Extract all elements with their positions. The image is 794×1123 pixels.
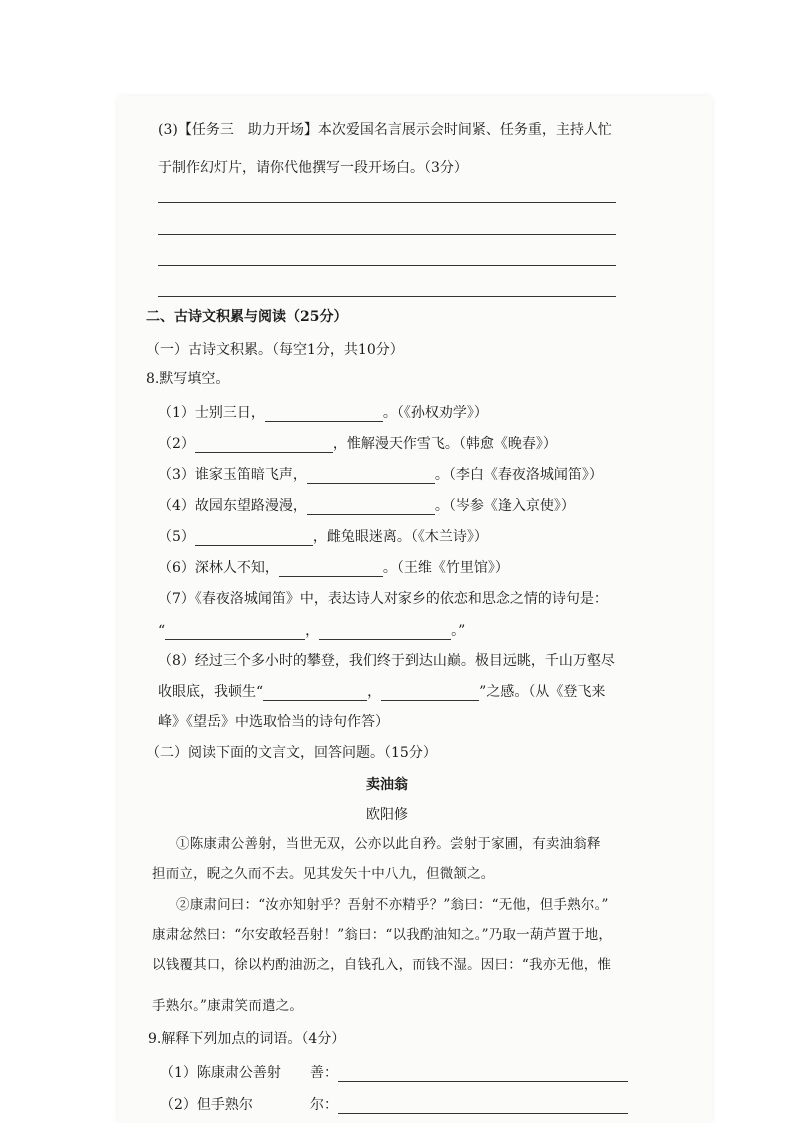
q8-item-4: （4）故园东望路漫漫， 。（岑参《逢入京使》） xyxy=(158,498,575,514)
task3-line2: 于制作幻灯片，请你代他撰写一段开场白。（3分） xyxy=(158,160,468,176)
fill-blank[interactable] xyxy=(381,686,479,701)
answer-line[interactable] xyxy=(158,265,616,266)
q8-item-2: （2） ，惟解漫天作雪飞。（韩愈《晚春》） xyxy=(158,436,557,452)
answer-line[interactable] xyxy=(158,296,616,297)
passage-p2-line4: 手熟尔。”康肃笑而遣之。 xyxy=(152,998,304,1014)
q8-title: 8.默写填空。 xyxy=(146,371,230,387)
fill-blank[interactable] xyxy=(195,438,333,453)
answer-line[interactable] xyxy=(158,234,616,235)
q8-item-3: （3）谁家玉笛暗飞声， 。（李白《春夜洛城闻笛》） xyxy=(158,467,603,483)
q8-item-8-line3: 峰》《望岳》中选取恰当的诗句作答） xyxy=(158,714,389,730)
q9-item-2-answer: 尔： xyxy=(310,1096,628,1114)
passage-author: 欧阳修 xyxy=(366,807,408,823)
passage-p2-line3: 以钱覆其口，徐以杓酌油沥之，自钱孔入，而钱不湿。因曰：“我亦无他，惟 xyxy=(152,957,612,973)
fill-blank[interactable] xyxy=(319,625,451,640)
q8-item-7-prompt: （7）《春夜洛城闻笛》中，表达诗人对家乡的依恋和思念之情的诗句是： xyxy=(158,591,608,607)
sub1-title: （一）古诗文积累。（每空1分，共10分） xyxy=(146,342,404,358)
passage-p1-line2: 担而立，睨之久而不去。见其发矢十中八九，但微颔之。 xyxy=(152,866,495,882)
q8-item-1: （1）士别三日， 。（《孙权劝学》） xyxy=(158,405,488,421)
q9-item-1: （1）陈康肃公善射 xyxy=(160,1065,281,1081)
q8-item-7-answer: “ ， 。” xyxy=(158,623,466,639)
passage-p2-line2: 康肃忿然曰：“尔安敢轻吾射！”翁曰：“以我酌油知之。”乃取一葫芦置于地， xyxy=(152,927,613,943)
q8-item-8-line2: 收眼底，我顿生“ ， ”之感。（从《登飞来 xyxy=(158,684,606,700)
fill-blank[interactable] xyxy=(307,469,435,484)
fill-blank[interactable] xyxy=(338,1099,628,1114)
q8-item-5: （5） ，雌兔眼迷离。（《木兰诗》） xyxy=(158,529,488,545)
q9-item-1-answer: 善： xyxy=(310,1064,628,1082)
passage-p2-line1: ②康肃问曰：“汝亦知射乎？吾射不亦精乎？”翁曰：“无他，但手熟尔。” xyxy=(176,897,609,913)
passage-p1-line1: ①陈康肃公善射，当世无双，公亦以此自矜。尝射于家圃，有卖油翁释 xyxy=(176,836,601,852)
q8-item-8-line1: （8）经过三个多小时的攀登，我们终于到达山巅。极目远眺，千山万壑尽 xyxy=(158,653,615,669)
fill-blank[interactable] xyxy=(265,407,383,422)
fill-blank[interactable] xyxy=(263,686,367,701)
answer-line[interactable] xyxy=(158,202,616,203)
passage-title: 卖油翁 xyxy=(366,777,408,793)
section2-title: 二、古诗文积累与阅读（25分） xyxy=(146,309,348,325)
fill-blank[interactable] xyxy=(307,500,435,515)
fill-blank[interactable] xyxy=(279,562,383,577)
sub2-title: （二）阅读下面的文言文，回答问题。（15分） xyxy=(146,745,437,761)
q9-item-2: （2）但手熟尔 xyxy=(160,1097,253,1113)
q9-title: 9.解释下列加点的词语。（4分） xyxy=(148,1031,346,1047)
fill-blank[interactable] xyxy=(338,1067,628,1082)
q8-item-6: （6）深林人不知， 。（王维《竹里馆》） xyxy=(158,560,509,576)
fill-blank[interactable] xyxy=(195,531,313,546)
task3-line1: (3)【任务三 助力开场】本次爱国名言展示会时间紧、任务重，主持人忙 xyxy=(158,122,612,138)
fill-blank[interactable] xyxy=(165,625,305,640)
